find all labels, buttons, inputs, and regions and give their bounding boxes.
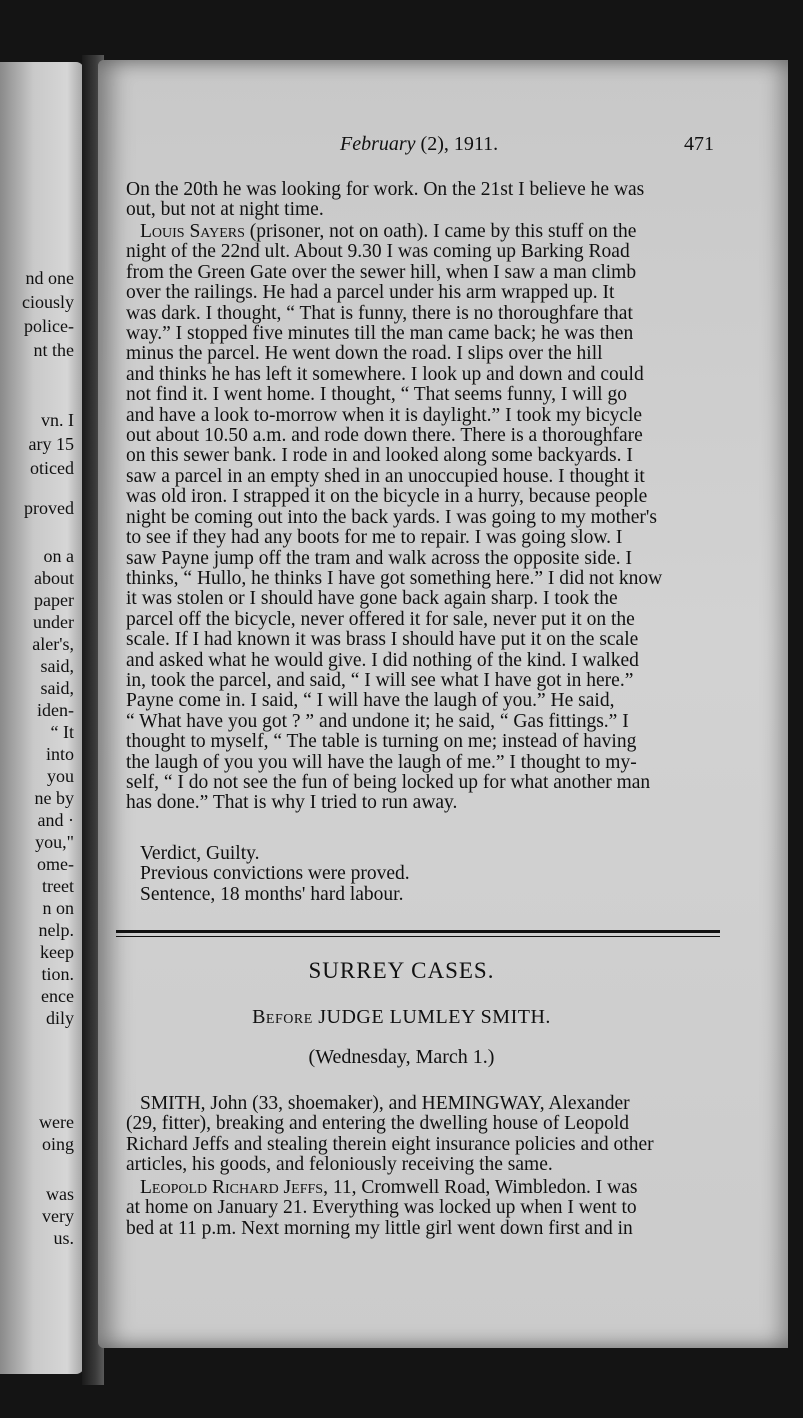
section-divider-thin (116, 936, 720, 937)
speaker-name: Louis Sayers (140, 222, 245, 242)
page-number: 471 (684, 133, 714, 155)
text-line: self, “ I do not see the fun of being locked up for what another man (126, 772, 651, 793)
verdict-text: Verdict, Guilty. (140, 844, 260, 864)
left-page-fragment: paper (34, 590, 74, 610)
left-page-fragment: ome- (37, 854, 74, 874)
paragraph-opening (126, 180, 738, 221)
text-line: in, took the parcel, and said, “ I will see what I have got in here.” (126, 670, 634, 691)
speaker-name: Leopold Richard Jeffs (140, 1178, 324, 1198)
paragraph-verdict (126, 844, 738, 905)
text-line: the laugh of you you will have the laugh of me.” I thought to my- (126, 752, 637, 773)
text-line: over the railings. He had a parcel under his arm wrapped up. It (126, 283, 615, 304)
left-page-fragment: tion. (41, 964, 74, 984)
text-line: and asked what he would give. I did nothing of the kind. I walked (126, 650, 639, 671)
text-line: bed at 11 p.m. Next morning my little girl went down first and in (126, 1218, 633, 1239)
text-line: night of the 22nd ult. About 9.30 I was coming up Barking Road (126, 242, 630, 263)
text-line: SMITH, John (33, shoemaker), and HEMINGWAY, Alexander (140, 1094, 630, 1114)
left-page-fragment: and · (37, 810, 74, 830)
text-line: from the Green Gate over the sewer hill, when I saw a man climb (126, 262, 637, 283)
text-line: saw Payne jump off the tram and walk across the opposite side. I (126, 548, 632, 569)
text-line: saw a parcel in an empty shed in an unoccupied house. I thought it (126, 466, 645, 487)
text-line: it was stolen or I should have gone back again sharp. I took the (126, 589, 618, 610)
text-line: articles, his goods, and feloniously receiving the same. (126, 1155, 553, 1176)
left-page-fragment: “ It (50, 722, 74, 742)
text-line: at home on January 21. Everything was locked up when I went to (126, 1198, 637, 1219)
text-line: was dark. I thought, “ That is funny, there is no thoroughfare that (126, 303, 633, 324)
left-page-fragment: ne by (34, 788, 74, 808)
session-date: (Wednesday, March 1.) (308, 1046, 495, 1068)
text-line: thought to myself, “ The table is turning on me; instead of having (126, 732, 637, 753)
text-line: was old iron. I strapped it on the bicycle in a hurry, because people (126, 487, 648, 508)
left-page-fragment: into (45, 744, 74, 764)
left-page-fragment: ciously (22, 292, 74, 312)
text-line: Payne come in. I said, “ I will have the laugh of you.” He said, (126, 691, 615, 712)
left-page-fragment: nt the (33, 340, 74, 360)
section-title: SURREY CASES. (308, 958, 495, 983)
text-line: way.” I stopped five minutes till the man came back; he was then (126, 324, 634, 345)
judge-heading: Before JUDGE LUMLEY SMITH. (252, 1006, 551, 1028)
text-line: scale. If I had known it was brass I should have put it on the scale (126, 630, 639, 651)
left-page-fragment: n on (42, 898, 74, 918)
text-line: night be coming out into the back yards. I was going to my mother's (126, 507, 658, 528)
left-page-fragment: aler's, (32, 634, 74, 654)
left-page-fragment: proved (24, 498, 74, 518)
left-page-fragment: oticed (30, 458, 74, 478)
left-page-fragment: was (46, 1184, 74, 1204)
text-line: and thinks he has left it somewhere. I look up and down and could (126, 364, 644, 385)
left-page-fragment: were (39, 1112, 74, 1132)
paragraph-sayers-statement (126, 222, 738, 814)
previous-convictions-text: Previous convictions were proved. (140, 864, 410, 885)
running-header: February (2), 1911. (340, 133, 499, 155)
left-page-fragment: you (47, 766, 74, 786)
left-page-fragment: dily (45, 1008, 74, 1028)
left-page-fragment: vn. I (41, 410, 74, 430)
text-line: minus the parcel. He went down the road. I slips over the hill (126, 344, 603, 365)
left-page-fragment: oing (41, 1134, 74, 1154)
text-line: out about 10.50 a.m. and rode down there. There is a thoroughfare (126, 426, 643, 447)
left-page-fragment: said, (40, 678, 74, 698)
left-page-fragment: said, (40, 656, 74, 676)
sentence-text: Sentence, 18 months' hard labour. (140, 884, 404, 905)
text-line: has done.” That is why I tried to run away. (126, 793, 458, 814)
left-page-fragment: police- (24, 316, 74, 336)
text-line: (prisoner, not on oath). I came by this stuff on the (249, 222, 637, 242)
text-line: , 11, Cromwell Road, Wimbledon. I was (323, 1178, 638, 1198)
paragraph-jeffs-statement (126, 1178, 738, 1239)
left-page-fragment: treet (42, 876, 74, 896)
text-line: parcel off the bicycle, never offered it for sale, never put it on the (126, 609, 635, 630)
text-line: thinks, “ Hullo, he thinks I have got something here.” I did not know (126, 568, 663, 589)
left-page-fragment: ence (41, 986, 74, 1006)
text-line: Richard Jeffs and stealing therein eight insurance policies and other (126, 1134, 654, 1155)
text-line: not find it. I went home. I thought, “ That seems funny, I will go (126, 385, 627, 406)
left-page-fragment: keep (40, 942, 74, 962)
left-page-fragment: iden- (37, 700, 74, 720)
text-line: to see if they had any boots for me to repair. I was going slow. I (126, 528, 623, 549)
text-line: and have a look to-morrow when it is daylight.” I took my bicycle (126, 405, 643, 426)
text-line: (29, fitter), breaking and entering the dwelling house of Leopold (126, 1114, 630, 1135)
paragraph-smith-case (126, 1094, 738, 1176)
left-page-fragment: on a (43, 546, 74, 566)
left-page-fragment: ary 15 (28, 434, 74, 454)
text-line: out, but not at night time. (126, 200, 324, 221)
left-page-fragment: very (42, 1206, 74, 1226)
section-divider-thick (116, 930, 720, 933)
text-line: on this sewer bank. I rode in and looked along some backyards. I (126, 446, 633, 467)
left-page-fragment: you," (35, 832, 74, 852)
text-line: “ What have you got ? ” and undone it; he said, “ Gas fittings.” I (126, 711, 629, 732)
left-page-fragment: nelp. (38, 920, 74, 940)
left-page-fragment: us. (53, 1228, 74, 1248)
left-page-fragment: about (34, 568, 74, 588)
left-page-fragment: under (33, 612, 74, 632)
left-page-fragment: nd one (25, 268, 74, 288)
text-line: On the 20th he was looking for work. On the 21st I believe he was (126, 180, 645, 200)
